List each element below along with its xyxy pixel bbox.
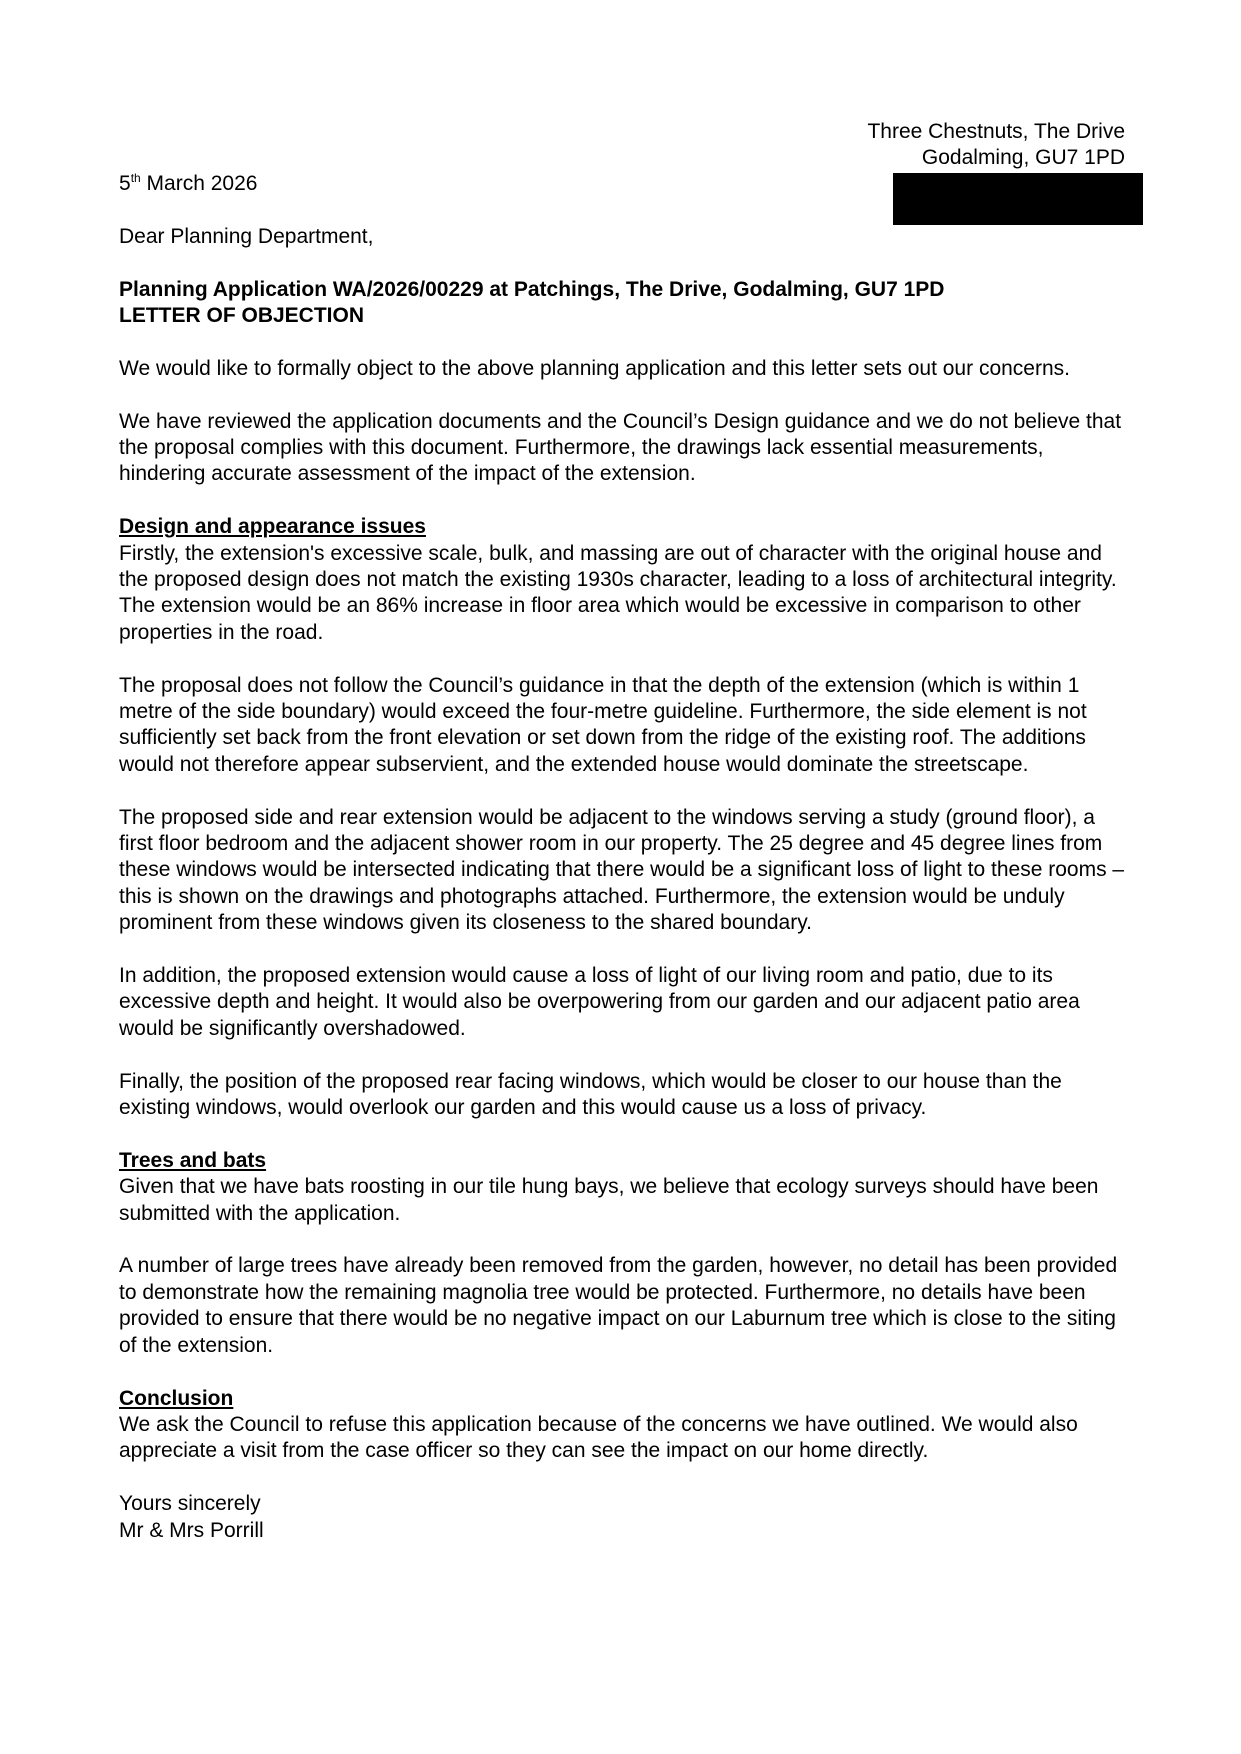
signature: Mr & Mrs Porrill: [119, 1518, 264, 1542]
letter-body: [119, 171, 1129, 1544]
design-paragraph: Firstly, the extension's excessive scale, bulk, and massing are out of character with the original house and the proposed design does not match the existing 1930s character, leading to a loss of architectural integrity. The extension would be an 86% increase in floor area which would be excessive in comparison to other properties in the road.: [119, 541, 1117, 644]
address-line-1: Three Chestnuts, The Drive: [867, 120, 1125, 143]
section-heading-design: Design and appearance issues: [119, 515, 426, 539]
section-heading-trees: Trees and bats: [119, 1148, 267, 1172]
intro-paragraph: We have reviewed the application documents and the Council’s Design guidance and we do not believe that the proposal complies with this document. Furthermore, the drawings lack essential measurements, hindering accurate assessment of the impact of the extension.: [119, 409, 1122, 486]
signoff: Yours sincerely: [119, 1492, 261, 1516]
design-paragraph: Finally, the position of the proposed rear facing windows, which would be closer to our house than the existing windows, would overlook our garden and this would cause us a loss of privacy.: [119, 1069, 1062, 1120]
trees-paragraph: A number of large trees have already been removed from the garden, however, no detail has been provided to demonstrate how the remaining magnolia tree would be protected. Furthermore, no details have been provided to ensure that there would be no negative impact on our Laburnum tree which is close to the siting of the extension.: [119, 1254, 1118, 1357]
closing: [119, 1491, 1129, 1544]
subject-objection: LETTER OF OBJECTION: [119, 304, 365, 327]
letter-date: [119, 171, 1129, 197]
address-line-2: Godalming, GU7 1PD: [921, 146, 1125, 169]
date-month-year: March 2026: [140, 172, 258, 195]
date-suffix: th: [130, 171, 141, 185]
sender-address: [867, 119, 1125, 171]
design-paragraph: The proposal does not follow the Council’s guidance in that the depth of the extension (which is within 1 metre of the side boundary) would exceed the four-metre guideline. Furthermore, the side element is not sufficiently set back from the front elevation or set down from the ridge of the existing roof. The additions would not therefore appear subservient, and the extended house would dominate the streetscape.: [119, 673, 1087, 776]
subject-line: [119, 277, 1129, 330]
date-day: 5: [119, 172, 131, 195]
conclusion-paragraph: We ask the Council to refuse this application because of the concerns we have outlined. We would also appreciate a visit from the case officer so they can see the impact on our home directly.: [119, 1412, 1078, 1463]
salutation: Dear Planning Department,: [119, 224, 374, 248]
section-heading-conclusion: Conclusion: [119, 1386, 234, 1410]
intro-paragraph: We would like to formally object to the above planning application and this letter sets out our concerns.: [119, 356, 1070, 380]
design-paragraph: In addition, the proposed extension would cause a loss of light of our living room and patio, due to its excessive depth and height. It would also be overpowering from our garden and our adjacent patio area would be significantly overshadowed.: [119, 964, 1080, 1040]
subject-application: Planning Application WA/2026/00229 at Patchings, The Drive, Godalming, GU7 1PD: [119, 277, 945, 301]
design-paragraph: The proposed side and rear extension would be adjacent to the windows serving a study (ground floor), a first floor bedroom and the adjacent shower room in our property. The 25 degree and 45 degree lines from these windows would be intersected indicating that there would be a significant loss of light to these rooms – this is shown on the drawings and photographs attached. Furthermore, the extension would be unduly prominent from these windows given its closeness to the shared boundary.: [119, 805, 1125, 935]
trees-paragraph: Given that we have bats roosting in our tile hung bays, we believe that ecology surveys should have been submitted with the application.: [119, 1175, 1099, 1225]
